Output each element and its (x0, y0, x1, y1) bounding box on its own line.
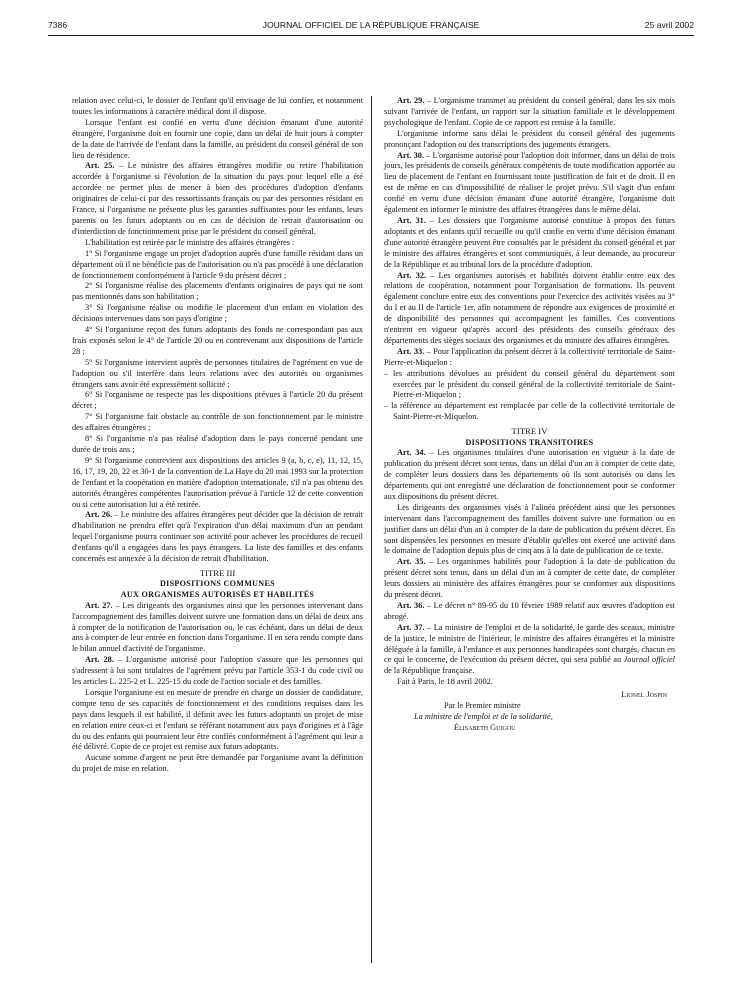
article-34 (384, 448, 675, 503)
article-label: Art. 28. (85, 655, 114, 665)
article-text: – L'organisme autorisé pour l'adoption doit informer, dans un délai de trois jours, les présidents de conseils généraux compétents de toute modification apportée au lieu de placement de l'enfant en fournissant toute justification de fait et de droit. Il en est de même en cas d'impossibilité de réaliser le projet prévu. S'il s'agit d'un enfant confié en vertu d'une décision émanant d'une autorité étrangère, l'organisme doit également en informer le ministre des affaires étrangères dans le même délai. (384, 150, 675, 215)
paragraph: Aucune somme d'argent ne peut être demandée par l'organisme avant la définition du projet de mise en relation. (72, 753, 363, 774)
issue-date: 25 avril 2002 (644, 20, 694, 30)
article-27 (72, 601, 363, 656)
list-item: 5° Si l'organisme intervient auprès de personnes titulaires de l'agrément en vue de l'adoption ou s'il interfère dans leurs relations avec des autorités ou organismes étrangers sans avoir été expressément sollicité ; (72, 357, 363, 389)
list-item: 6° Si l'organisme ne respecte pas les dispositions prévues à l'article 20 du présent décret ; (72, 390, 363, 411)
section-title: TITRE IV (511, 426, 548, 437)
section-subtitle: DISPOSITIONS TRANSITOIRES (465, 437, 594, 447)
article-28 (72, 655, 363, 688)
article-label: Art. 35. (397, 557, 426, 567)
list-item: 3° Si l'organisme réalise ou modifie le placement d'un enfant en violation des décisions intervenues dans son pays d'origine ; (72, 303, 363, 324)
paragraph: L'habilitation est retirée par le ministre des affaires étrangères : (85, 237, 295, 247)
list-item: 8° Si l'organisme n'a pas réalisé d'adoption dans le pays concerné pendant une durée de trois ans ; (72, 434, 363, 454)
article-32 (384, 271, 675, 347)
paragraph: L'organisme informe sans délai le président du conseil général des jugements prononçant l'adoption ou des transcriptions des jugements étrangers. (384, 128, 675, 149)
article-text: – Les organismes autorisés et habilités doivent établir entre eux des relations de coopération, notamment pour l'organisation de formations. Ils peuvent également conclure entre eux des conventions pour l'exercice des activités visées au 3° du I et au II de l'article 1er, afin notamment de répondre aux exigences de proximité et de disponibilité des personnes qui accompagnent les familles. Ces conventions n'entrent en vigueur qu'après accord des présidents des conseils généraux des départements des sièges sociaux des organismes et du ministre des affaires étrangères. (384, 270, 675, 345)
article-text: – Pour l'application du présent décret à la collectivité territoriale de Saint-Pierre-et-Miquelon : (384, 346, 675, 367)
section-subtitle: DISPOSITIONS COMMUNES (160, 579, 275, 589)
article-label: Art. 29. (397, 96, 425, 105)
article-text: – Le décret n° 89-95 du 10 février 1989 relatif aux œuvres d'adoption est abrogé. (384, 600, 675, 621)
page-header (48, 20, 694, 32)
list-item: 2° Si l'organisme réalise des placements d'enfants originaires de pays qui ne sont pas mentionnés dans son habilitation ; (72, 281, 363, 302)
paragraph: Lorsque l'enfant est confié en vertu d'une décision émanant d'une autorité étrangère, l'organisme doit en fournir une copie, dans un délai de huit jours à compter de la date de l'arrivée de l'enfant dans la famille, au président du conseil général de son lieu de résidence. (72, 117, 363, 160)
article-text: – Les organismes habilités pour l'adoption à la date de publication du présent décret sont tenus, dans un délai d'un an à compter de cette date, de compléter leurs dossiers au ministère des affaires étrangères pour se conformer aux dispositions du présent décret. (384, 557, 675, 600)
paragraph: Les dirigeants des organismes visés à l'alinéa précédent ainsi que les personnes intervenant dans l'accompagnement des familles doivent suivre une formation ou en justifier dans un délai d'un an à compter de la date de publication du présent décret. En sont dispensées les personnes en mesure d'établir qu'elles ont exercé une activité dans le domaine de l'adoption depuis plus de cinq ans à la date de publication de ce texte. (384, 502, 675, 556)
article-label: Art. 26. (85, 510, 113, 520)
article-text: – Les organismes titulaires d'une autorisation en vigueur à la date de publication du présent décret sont tenus, dans un délai d'un an à compter de cette date, de compléter leurs dossiers dans les départements où ils sont autorisés ou dans les départements qui ont enregistré une déclaration de fonctionnement pour se conformer aux dispositions du présent décret. (384, 448, 675, 501)
paragraph: relation avec celui-ci, le dossier de l'enfant qu'il envisage de lui confier, et notamment toutes les informations à caractère médical dont il dispose. (72, 96, 363, 116)
paragraph: Lorsque l'organisme est en mesure de prendre en charge un dossier de candidature, compte tenu de ses capacités de fonctionnement et des conditions requises dans les pays dans lesquels il est habilité, il définit avec les futurs adoptants un projet de mise en relation entre ceux-ci et l'enfant se référant notamment aux pays d'origines et à l'âge du ou des enfants qui pourraient leur être confiés conformément à l'agrément qui leur a été délivré. Copie de ce projet est remise aux futurs adoptants. (72, 687, 363, 752)
list-item: 1° Si l'organisme engage un projet d'adoption auprès d'une famille résidant dans un département où il ne bénéficie pas de l'autorisation ou n'a pas procédé à une déclaration de fonctionnement conformément à l'article 9 du présent décret ; (72, 248, 363, 280)
article-label: Art. 30. (397, 150, 425, 160)
article-26 (72, 510, 363, 565)
signature-prime-minister: Lionel Jospin (621, 690, 667, 700)
article-text: – L'organisme autorisé pour l'adoption s'assure que les personnes qui s'adressent à lui sont titulaires de l'agrément prévu par l'article 353-1 du code civil ou les articles L. 225-2 et L. 225-15 du code de l'action sociale et des familles. (72, 655, 364, 687)
article-text: – Les dossiers que l'organisme autorisé constitue à propos des futurs adoptants et des enfants qu'il recueille ou qu'il confie en vertu d'une décision émanant d'une autorité étrangère peuvent être consultés par le président du conseil général et par le ministre des affaires étrangères et sont communiqués, à leur demande, au procureur de la République et au tribunal lors de la procédure d'adoption. (384, 215, 675, 269)
page-number: 7386 (48, 20, 68, 30)
article-36 (384, 601, 675, 623)
article-31 (384, 216, 675, 271)
section-subtitle: AUX ORGANISMES AUTORISÉS ET HABILITÉS (120, 590, 315, 600)
article-30 (384, 151, 675, 216)
journal-title: JOURNAL OFFICIEL DE LA RÉPUBLIQUE FRANÇAISE (262, 20, 480, 30)
column-divider (371, 96, 372, 963)
place-date: Fait à Paris, le 18 avril 2002. (397, 677, 493, 687)
article-label: Art. 27. (85, 600, 113, 610)
article-text: – La ministre de l'emploi et de la solidarité, le garde des sceaux, ministre de la justice, le ministre de l'intérieur, le ministre des affaires étrangères et la ministre déléguée à la famille, à l'enfance et aux personnes handicapées sont chargés, chacun en ce qui le concerne, de l'exécution du présent décret, qui sera publié au (384, 622, 675, 665)
list-item: 4° Si l'organisme reçoit des futurs adoptants des fonds ne correspondant pas aux frais exposés selon le 4° de l'article 20 ou en contrevenant aux dispositions de l'article 28 ; (72, 325, 363, 356)
article-29 (384, 96, 675, 129)
article-35 (384, 557, 675, 601)
header-rule (48, 35, 694, 36)
right-column (384, 96, 675, 734)
list-item: 9° Si l'organisme contrevient aux dispositions des articles 9 (a, b, c, e), 11, 12, 15, 16, 17, 19, 20, 22 et 30-1 de la convention de La Haye du 20 mai 1993 sur la protection de l'enfant et la coopération en matière d'adoption internationale, s'il n'a pas obtenu des autorités étrangères compétentes l'autorisation prévue à l'article 12 de cette convention ou si cette autorisation lui a été retirée. (72, 455, 363, 509)
article-label: Art. 25. (85, 161, 115, 171)
article-label: Art. 32. (397, 270, 427, 280)
signature-minister: Élisabeth Guigou (454, 722, 516, 732)
dash-item: – la référence au département est remplacée par celle de la collectivité territoriale de Saint-Pierre-et-Miquelon. (384, 401, 675, 422)
article-text: de la République française. (384, 666, 475, 676)
article-label: Art. 31. (397, 215, 426, 225)
left-column (72, 96, 363, 775)
article-37 (384, 623, 675, 678)
article-25 (72, 161, 363, 237)
journal-name: Journal officiel (623, 655, 675, 665)
dash-item: – les attributions dévolues au président du conseil général du département sont exercées par le président du conseil général de la collectivité territoriale de Saint-Pierre-et-Miquelon ; (384, 368, 675, 400)
article-label: Art. 36. (397, 600, 425, 610)
article-33 (384, 347, 675, 369)
article-label: Art. 34. (397, 448, 426, 458)
minister-title: La ministre de l'emploi et de la solidarité, (414, 712, 553, 722)
article-text: – L'organisme transmet au président du conseil général, dans les six mois suivant l'arrivée de l'enfant, un rapport sur la situation familiale et le développement psychologique de l'enfant. Copie de ce rapport est remise à la famille. (384, 96, 675, 127)
article-text: – Le ministre des affaires étrangères peut décider que la décision de retrait d'habilitation ne prendra effet qu'à l'expiration d'un délai maximum d'un an pendant lequel l'organisme pourra continuer son activité pour achever les procédures de recueil d'enfants qu'il a engagées dans les pays étrangers. La liste des familles et des enfants concernés est annexée à la décision de retrait d'habilitation. (72, 510, 364, 564)
article-text: – Le ministre des affaires étrangères modifie ou retire l'habilitation accordée à l'organisme si l'évolution de la situation du pays pour lequel elle a été accordée ne permet plus de mener à bien des procédures d'adoption d'enfants originaires de celui-ci par des ressortissants français ou par des personnes résidant en France, si l'organisme ne présente plus les garanties suffisantes pour les enfants, leurs parents ou les futurs adoptants ou en cas de décision de retrait d'autorisation ou d'interdiction de fonctionnement prise par le président du conseil général. (72, 161, 363, 236)
article-label: Art. 33. (397, 346, 425, 356)
list-item: 7° Si l'organisme fait obstacle au contrôle de son fonctionnement par le ministre des affaires étrangères ; (72, 412, 363, 433)
article-text: – Les dirigeants des organismes ainsi que les personnes intervenant dans l'accompagnement des familles doivent suivre une formation dans un délai de deux ans à compter de la notification de l'autorisation ou, le cas échéant, dans un délai de deux ans à compter de leur entrée en fonction dans l'organisme. Il en sera rendu compte dans le bilan annuel d'activité de l'organisme. (72, 600, 363, 654)
article-label: Art. 37. (397, 622, 425, 632)
section-title: TITRE III (199, 567, 236, 578)
signature-intro: Par le Premier ministre (444, 701, 521, 711)
